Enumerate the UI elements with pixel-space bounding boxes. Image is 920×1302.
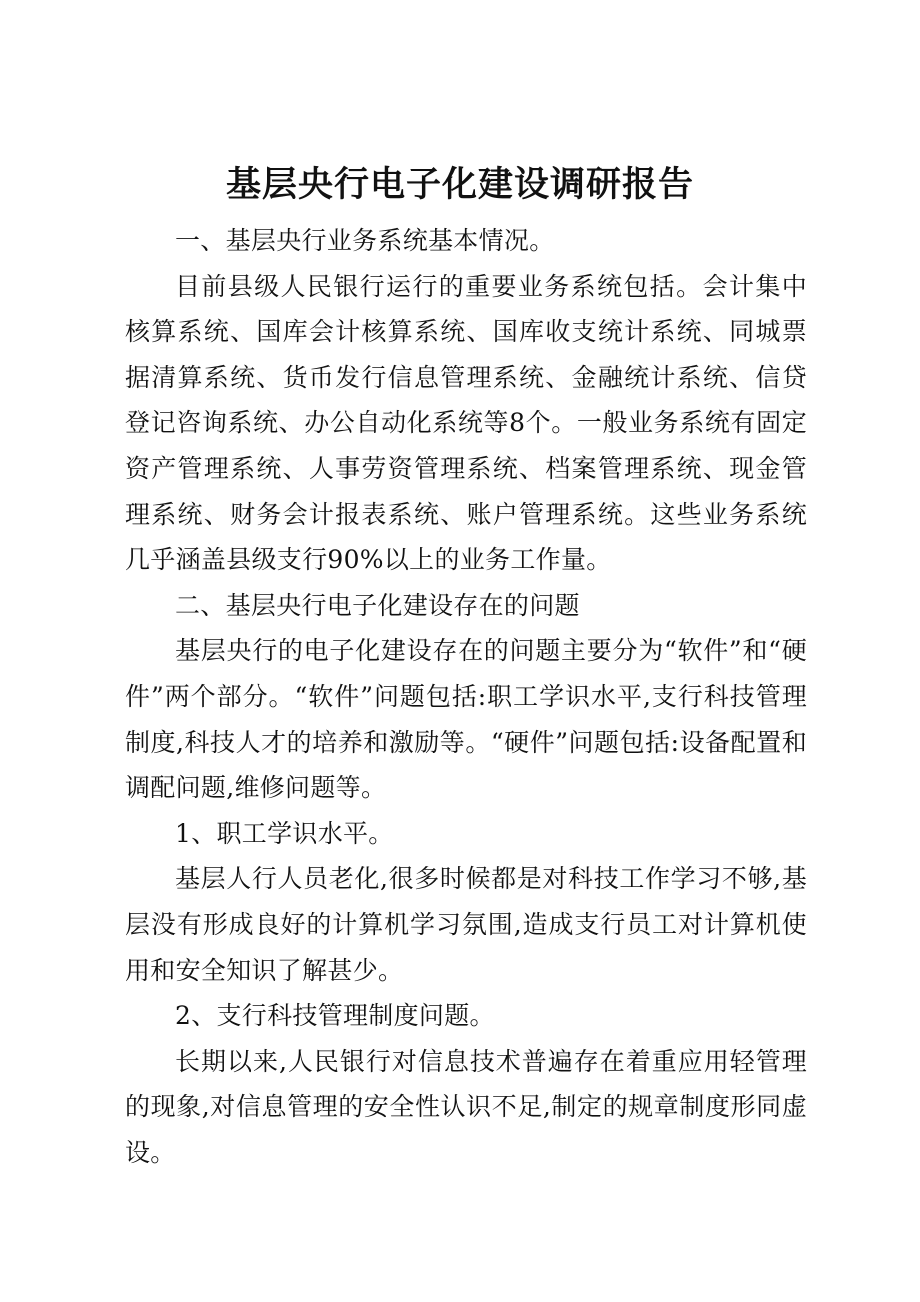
subheading-management-system: 2、支行科技管理制度问题。 — [175, 1001, 495, 1031]
paragraph-management-system: 长期以来,人民银行对信息技术普遍存在着重应用轻管理的现象,对信息管理的安全性认识不足,制定的规章制度形同虚设。 — [125, 1046, 807, 1167]
paragraph-problems-overview: 基层央行的电子化建设存在的问题主要分为“软件”和“硬件”两个部分。“软件”问题包括:职工学识水平,支行科技管理制度,科技人才的培养和激励等。“硬件”问题包括:设备配置和调配问题,维修问题等。 — [125, 636, 807, 803]
document-body — [125, 218, 807, 1175]
section-heading-1: 一、基层央行业务系统基本情况。 — [175, 226, 555, 255]
document-title: 基层央行电子化建设调研报告 — [225, 164, 694, 205]
subheading-staff-knowledge: 1、职工学识水平。 — [175, 818, 394, 848]
paragraph-staff-knowledge: 基层人行人员老化,很多时候都是对科技工作学习不够,基层没有形成良好的计算机学习氛围,造成支行员工对计算机使用和安全知识了解甚少。 — [125, 864, 807, 985]
paragraph-systems-overview: 目前县级人民银行运行的重要业务系统包括。会计集中核算系统、国库会计核算系统、国库收支统计系统、同城票据清算系统、货币发行信息管理系统、金融统计系统、信贷登记咨询系统、办公自动化系统等8个。一般业务系统有固定资产管理系统、人事劳资管理系统、档案管理系统、现金管理系统、财务会计报表系统、账户管理系统。这些业务系统几乎涵盖县级支行90%以上的业务工作量。 — [125, 271, 807, 575]
section-heading-2: 二、基层央行电子化建设存在的问题 — [175, 590, 580, 620]
